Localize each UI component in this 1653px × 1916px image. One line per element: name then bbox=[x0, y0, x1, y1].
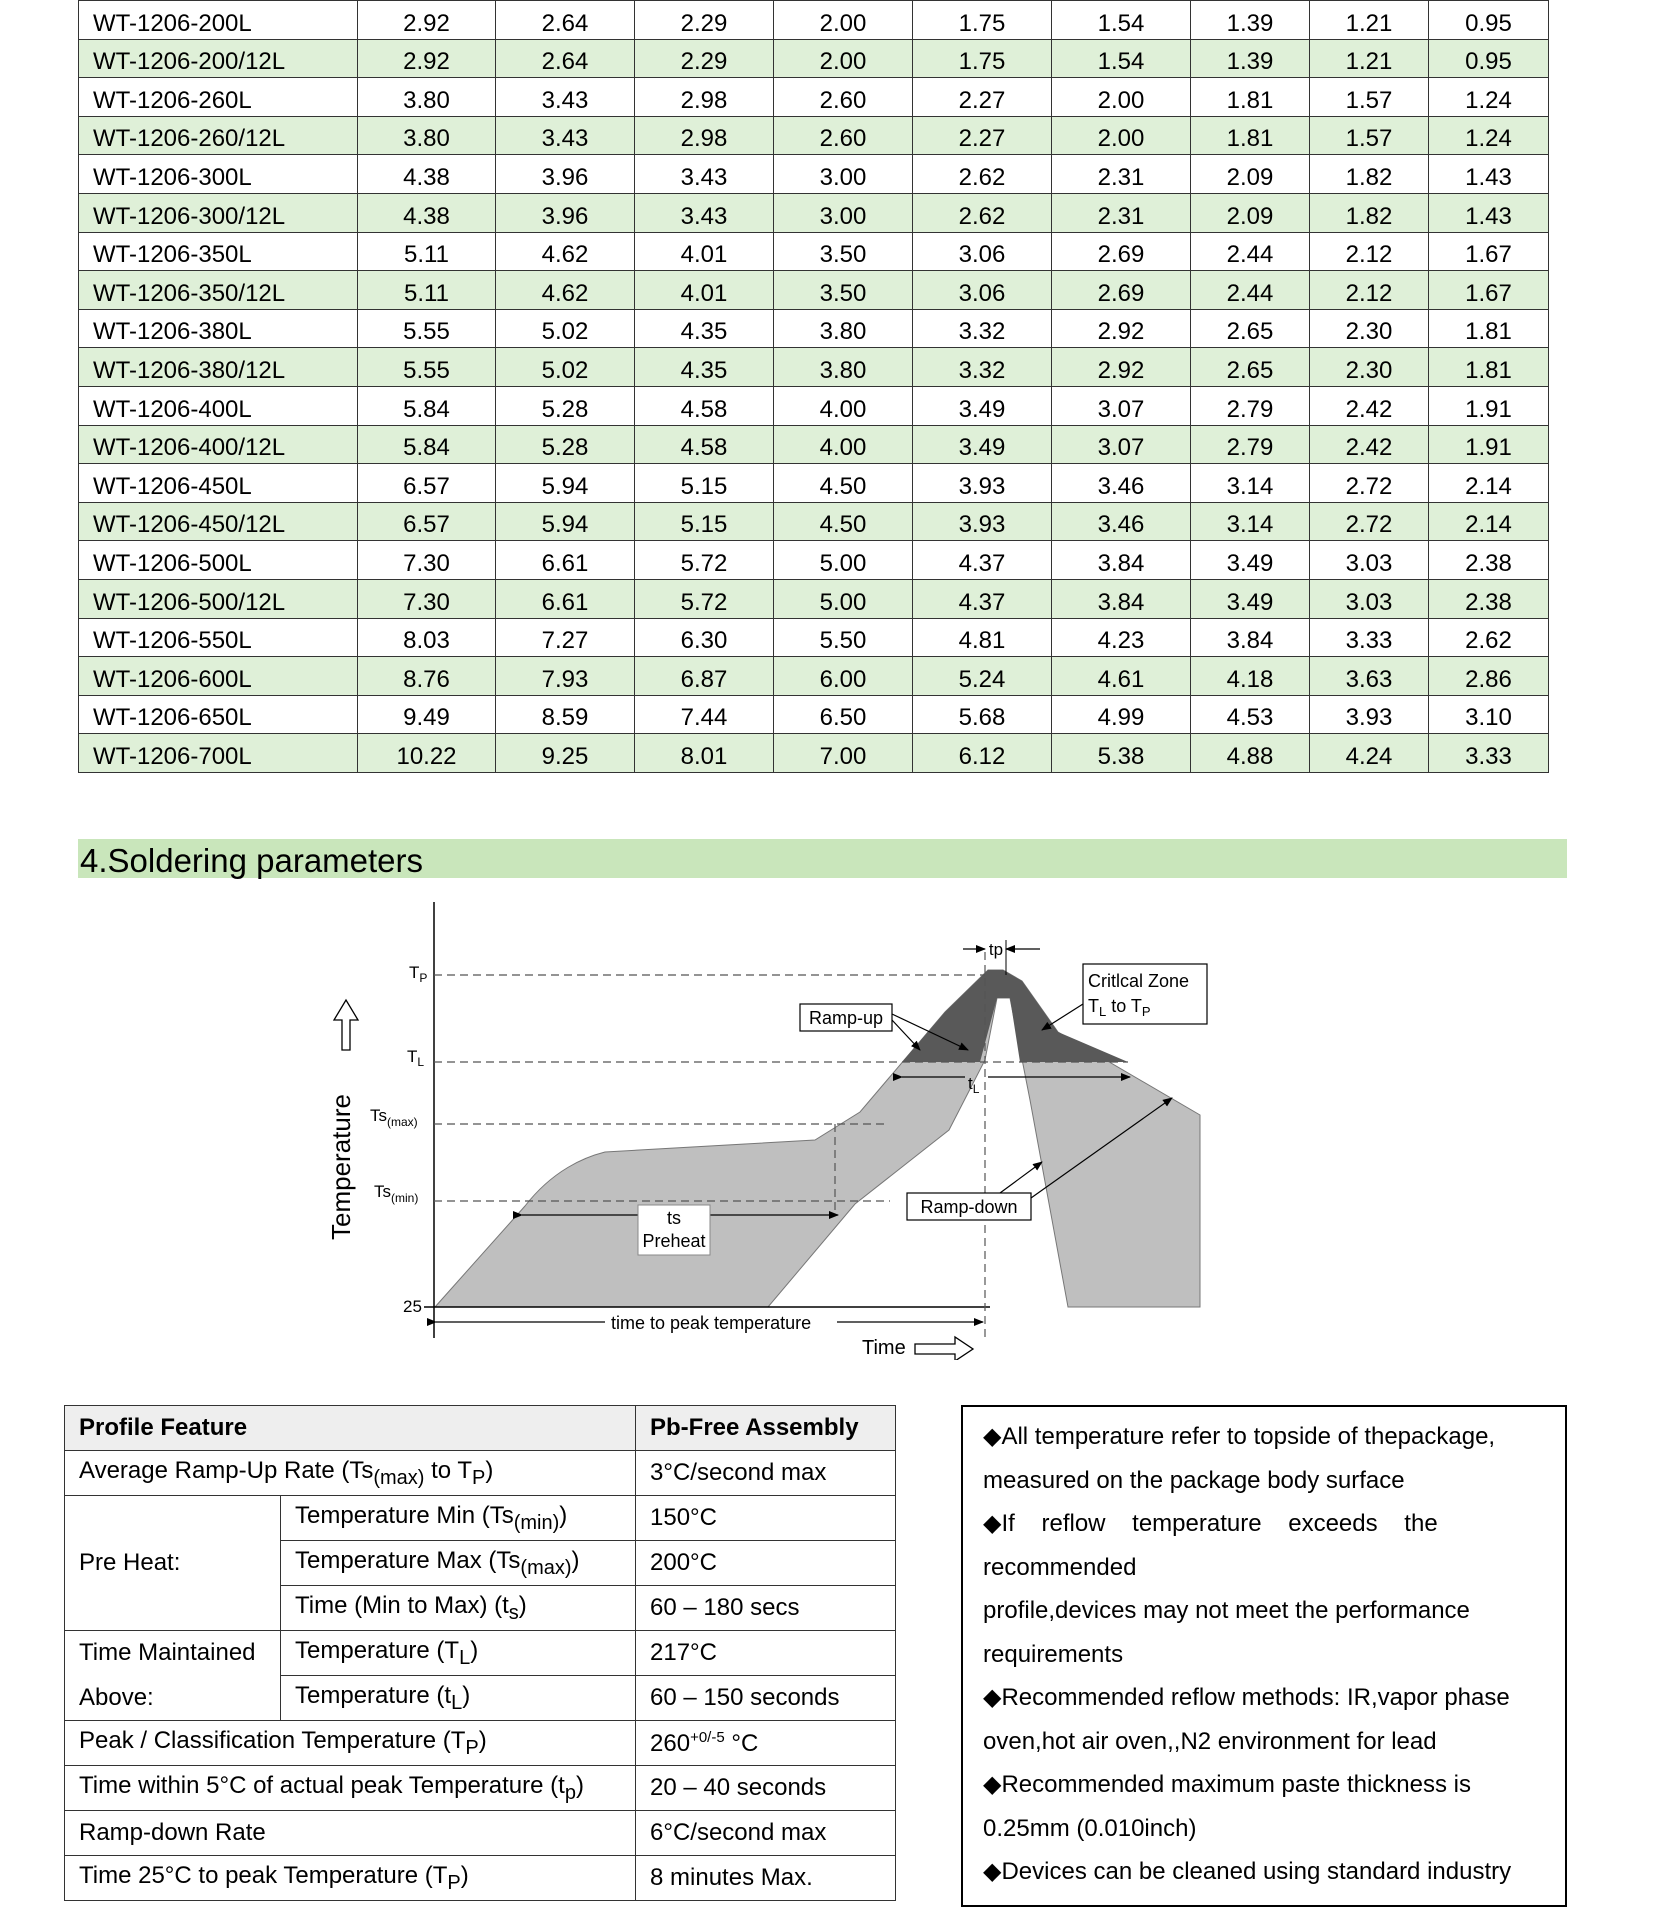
value-cell: 1.43 bbox=[1429, 193, 1549, 232]
bullet-icon: ◆ bbox=[983, 1684, 1002, 1711]
ramp-up-rate-value: 3°C/second max bbox=[636, 1451, 896, 1496]
value-cell: 2.62 bbox=[1429, 618, 1549, 657]
value-cell: 4.01 bbox=[635, 271, 774, 310]
value-cell: 1.21 bbox=[1310, 1, 1429, 40]
model-cell: WT-1206-450L bbox=[79, 464, 358, 503]
value-cell: 5.55 bbox=[358, 348, 496, 387]
table-row bbox=[65, 1856, 896, 1901]
value-cell: 3.49 bbox=[1191, 579, 1310, 618]
value-cell: 3.49 bbox=[1191, 541, 1310, 580]
value-cell: 5.84 bbox=[358, 386, 496, 425]
value-cell: 3.84 bbox=[1052, 541, 1191, 580]
model-cell: WT-1206-350/12L bbox=[79, 271, 358, 310]
note-line: profile,devices may not meet the performance bbox=[983, 1597, 1470, 1624]
value-cell: 4.58 bbox=[635, 425, 774, 464]
value-cell: 4.00 bbox=[774, 386, 913, 425]
value-cell: 2.30 bbox=[1310, 348, 1429, 387]
note-line: measured on the package body surface bbox=[983, 1466, 1405, 1494]
value-cell: 5.11 bbox=[358, 271, 496, 310]
note-line: ◆Devices can be cleaned using standard industry bbox=[983, 1858, 1512, 1885]
value-cell: 3.14 bbox=[1191, 502, 1310, 541]
value-cell: 2.92 bbox=[1052, 309, 1191, 348]
table-row bbox=[79, 695, 1549, 734]
value-cell: 3.84 bbox=[1191, 618, 1310, 657]
value-cell: 1.43 bbox=[1429, 155, 1549, 194]
table-row bbox=[79, 78, 1549, 117]
temp-tl-value: 217°C bbox=[636, 1631, 896, 1676]
value-cell: 2.30 bbox=[1310, 309, 1429, 348]
value-cell: 3.00 bbox=[774, 155, 913, 194]
value-cell: 8.76 bbox=[358, 657, 496, 696]
table-row bbox=[79, 541, 1549, 580]
bullet-icon: ◆ bbox=[983, 1771, 1002, 1798]
temp-tl-label: Temperature $(T_L)$ bbox=[281, 1631, 636, 1676]
note-line: ◆All temperature refer to topside of thepackage, bbox=[983, 1423, 1496, 1450]
value-cell: 2.12 bbox=[1310, 271, 1429, 310]
table-row bbox=[79, 116, 1549, 155]
value-cell: 1.91 bbox=[1429, 425, 1549, 464]
value-cell: 5.72 bbox=[635, 541, 774, 580]
value-cell: 2.44 bbox=[1191, 232, 1310, 271]
table-row bbox=[65, 1676, 896, 1721]
value-cell: 2.92 bbox=[358, 39, 496, 78]
ramp-up-pointer-1 bbox=[892, 1020, 920, 1050]
value-cell: 3.80 bbox=[358, 116, 496, 155]
value-cell: 4.37 bbox=[913, 541, 1052, 580]
table-row bbox=[65, 1496, 896, 1541]
value-cell: 4.50 bbox=[774, 502, 913, 541]
value-cell: 7.44 bbox=[635, 695, 774, 734]
temp-max-value: 200°C bbox=[636, 1541, 896, 1586]
value-cell: 6.87 bbox=[635, 657, 774, 696]
value-cell: 4.01 bbox=[635, 232, 774, 271]
tp-level-label: $T_P$ bbox=[409, 963, 428, 985]
time-min-max-label: Time (Min to Max) $(t_s)$ bbox=[281, 1586, 636, 1631]
preheat-group-label: Pre Heat: bbox=[65, 1496, 281, 1631]
value-cell: 2.69 bbox=[1052, 232, 1191, 271]
value-cell: 1.81 bbox=[1429, 309, 1549, 348]
value-cell: 4.58 bbox=[635, 386, 774, 425]
peak-temp-value: $260^{+0/-5}$ °C bbox=[636, 1721, 896, 1766]
value-cell: 3.07 bbox=[1052, 386, 1191, 425]
value-cell: 2.62 bbox=[913, 155, 1052, 194]
bullet-icon: ◆ bbox=[983, 1510, 1002, 1537]
reflow-profile-diagram bbox=[0, 880, 1653, 1360]
critical-zone-range: $T_L$ to $T_P$ bbox=[1088, 996, 1151, 1019]
value-cell: 2.38 bbox=[1429, 541, 1549, 580]
value-cell: 5.02 bbox=[496, 348, 635, 387]
value-cell: 2.64 bbox=[496, 1, 635, 40]
value-cell: 1.75 bbox=[913, 39, 1052, 78]
value-cell: 2.72 bbox=[1310, 502, 1429, 541]
value-cell: 2.29 bbox=[635, 1, 774, 40]
value-cell: 2.27 bbox=[913, 116, 1052, 155]
table-row bbox=[79, 309, 1549, 348]
ramp-up-label: Ramp-up bbox=[808, 1008, 884, 1028]
model-cell: WT-1206-500/12L bbox=[79, 579, 358, 618]
value-cell: 6.30 bbox=[635, 618, 774, 657]
value-cell: 3.06 bbox=[913, 232, 1052, 271]
value-cell: 5.38 bbox=[1052, 734, 1191, 773]
value-cell: 3.10 bbox=[1429, 695, 1549, 734]
x-axis-title: Time bbox=[862, 1337, 906, 1359]
model-cell: WT-1206-450/12L bbox=[79, 502, 358, 541]
time-25c-value: 8 minutes Max. bbox=[636, 1856, 896, 1901]
note-line: ◆If reflow temperature exceeds the bbox=[983, 1510, 1438, 1537]
tsmax-level-label: $Ts_{(max)}$ bbox=[370, 1106, 418, 1129]
value-cell: 2.65 bbox=[1191, 309, 1310, 348]
ramp-down-rate-label: Ramp-down Rate bbox=[65, 1811, 636, 1856]
value-cell: 2.98 bbox=[635, 78, 774, 117]
value-cell: 1.81 bbox=[1191, 78, 1310, 117]
value-cell: 4.99 bbox=[1052, 695, 1191, 734]
value-cell: 6.00 bbox=[774, 657, 913, 696]
value-cell: 3.43 bbox=[635, 155, 774, 194]
critical-zone-title: Critlcal Zone bbox=[1088, 971, 1190, 991]
within-5c-label: Time within 5°C of actual peak Temperature $(t_p)$ bbox=[65, 1766, 636, 1811]
note-line: 0.25mm (0.010inch) bbox=[983, 1814, 1197, 1842]
peak-temp-label: Peak / Classification Temperature $(T_P)$ bbox=[65, 1721, 636, 1766]
temp-min-label: Temperature Min $(Ts_{(min)})$ bbox=[281, 1496, 636, 1541]
profile-header-row bbox=[65, 1406, 896, 1451]
table-row bbox=[79, 425, 1549, 464]
value-cell: 3.96 bbox=[496, 193, 635, 232]
value-cell: 1.54 bbox=[1052, 39, 1191, 78]
bullet-icon: ◆ bbox=[983, 1423, 1002, 1450]
value-cell: 5.84 bbox=[358, 425, 496, 464]
pb-free-header: Pb-Free Assembly bbox=[636, 1406, 896, 1451]
value-cell: 3.93 bbox=[913, 464, 1052, 503]
table-row bbox=[79, 1, 1549, 40]
value-cell: 1.39 bbox=[1191, 39, 1310, 78]
model-cell: WT-1206-700L bbox=[79, 734, 358, 773]
temp-max-label: Temperature Max $(Ts_{(max)})$ bbox=[281, 1541, 636, 1586]
value-cell: 5.15 bbox=[635, 464, 774, 503]
value-cell: 5.28 bbox=[496, 425, 635, 464]
ramp-down-label: Ramp-down bbox=[920, 1197, 1018, 1217]
profile-feature-header: Profile Feature bbox=[65, 1406, 636, 1451]
model-cell: WT-1206-500L bbox=[79, 541, 358, 580]
temp-tl-time-label: Temperature $(t_L)$ bbox=[281, 1676, 636, 1721]
value-cell: 8.03 bbox=[358, 618, 496, 657]
value-cell: 2.42 bbox=[1310, 425, 1429, 464]
value-cell: 4.37 bbox=[913, 579, 1052, 618]
level-labels bbox=[370, 963, 427, 1316]
value-cell: 4.81 bbox=[913, 618, 1052, 657]
value-cell: 2.86 bbox=[1429, 657, 1549, 696]
value-cell: 5.68 bbox=[913, 695, 1052, 734]
value-cell: 9.49 bbox=[358, 695, 496, 734]
model-cell: WT-1206-300/12L bbox=[79, 193, 358, 232]
model-cell: WT-1206-300L bbox=[79, 155, 358, 194]
model-cell: WT-1206-400/12L bbox=[79, 425, 358, 464]
model-cell: WT-1206-400L bbox=[79, 386, 358, 425]
value-cell: 1.67 bbox=[1429, 271, 1549, 310]
notes-box bbox=[961, 1405, 1567, 1907]
critical-zone-pointer bbox=[1042, 1004, 1083, 1030]
value-cell: 7.27 bbox=[496, 618, 635, 657]
value-cell: 2.64 bbox=[496, 39, 635, 78]
model-cell: WT-1206-260L bbox=[79, 78, 358, 117]
value-cell: 2.09 bbox=[1191, 155, 1310, 194]
value-cell: 3.80 bbox=[774, 348, 913, 387]
value-cell: 4.62 bbox=[496, 271, 635, 310]
value-cell: 5.00 bbox=[774, 541, 913, 580]
value-cell: 4.61 bbox=[1052, 657, 1191, 696]
section-title: 4.Soldering parameters bbox=[80, 842, 424, 879]
model-cell: WT-1206-200/12L bbox=[79, 39, 358, 78]
value-cell: 3.03 bbox=[1310, 541, 1429, 580]
table-row bbox=[79, 271, 1549, 310]
tl-level-label: $T_L$ bbox=[407, 1047, 425, 1069]
value-cell: 2.60 bbox=[774, 78, 913, 117]
value-cell: 5.94 bbox=[496, 464, 635, 503]
time-to-peak-label: time to peak temperature bbox=[611, 1313, 812, 1333]
value-cell: 1.24 bbox=[1429, 78, 1549, 117]
value-cell: 3.03 bbox=[1310, 579, 1429, 618]
note-line: requirements bbox=[983, 1640, 1124, 1668]
table-row bbox=[79, 39, 1549, 78]
value-cell: 7.30 bbox=[358, 541, 496, 580]
value-cell: 5.00 bbox=[774, 579, 913, 618]
value-cell: 3.43 bbox=[635, 193, 774, 232]
y-axis-arrow-icon bbox=[334, 1000, 358, 1050]
table-row bbox=[65, 1766, 896, 1811]
table-row bbox=[79, 734, 1549, 773]
value-cell: 2.79 bbox=[1191, 425, 1310, 464]
section-heading-bar bbox=[78, 839, 1567, 878]
value-cell: 1.24 bbox=[1429, 116, 1549, 155]
value-cell: 9.25 bbox=[496, 734, 635, 773]
value-cell: 6.61 bbox=[496, 579, 635, 618]
table-row bbox=[65, 1451, 896, 1496]
value-cell: 2.65 bbox=[1191, 348, 1310, 387]
value-cell: 10.22 bbox=[358, 734, 496, 773]
value-cell: 3.80 bbox=[774, 309, 913, 348]
value-cell: 8.59 bbox=[496, 695, 635, 734]
value-cell: 1.75 bbox=[913, 1, 1052, 40]
value-cell: 4.18 bbox=[1191, 657, 1310, 696]
value-cell: 7.93 bbox=[496, 657, 635, 696]
value-cell: 3.49 bbox=[913, 386, 1052, 425]
table-row bbox=[79, 464, 1549, 503]
value-cell: 1.91 bbox=[1429, 386, 1549, 425]
model-cell: WT-1206-260/12L bbox=[79, 116, 358, 155]
value-cell: 2.62 bbox=[913, 193, 1052, 232]
value-cell: 3.96 bbox=[496, 155, 635, 194]
temp-min-value: 150°C bbox=[636, 1496, 896, 1541]
value-cell: 1.57 bbox=[1310, 116, 1429, 155]
value-cell: 2.38 bbox=[1429, 579, 1549, 618]
table-row bbox=[79, 386, 1549, 425]
value-cell: 4.24 bbox=[1310, 734, 1429, 773]
value-cell: 3.32 bbox=[913, 309, 1052, 348]
value-cell: 6.61 bbox=[496, 541, 635, 580]
value-cell: 2.72 bbox=[1310, 464, 1429, 503]
value-cell: 3.00 bbox=[774, 193, 913, 232]
value-cell: 2.00 bbox=[1052, 78, 1191, 117]
value-cell: 2.00 bbox=[774, 1, 913, 40]
value-cell: 4.88 bbox=[1191, 734, 1310, 773]
value-cell: 3.07 bbox=[1052, 425, 1191, 464]
value-cell: 1.82 bbox=[1310, 193, 1429, 232]
bullet-icon: ◆ bbox=[983, 1858, 1002, 1885]
value-cell: 5.94 bbox=[496, 502, 635, 541]
value-cell: 1.54 bbox=[1052, 1, 1191, 40]
value-cell: 2.09 bbox=[1191, 193, 1310, 232]
ramp-down-rate-value: 6°C/second max bbox=[636, 1811, 896, 1856]
value-cell: 6.57 bbox=[358, 464, 496, 503]
table-row bbox=[65, 1631, 896, 1676]
value-cell: 4.38 bbox=[358, 193, 496, 232]
ramp-up-rate-label: Average Ramp-Up Rate ($Ts_{(max)}$ to $T_P$) bbox=[65, 1451, 636, 1496]
value-cell: 3.46 bbox=[1052, 502, 1191, 541]
table-row bbox=[79, 193, 1549, 232]
value-cell: 8.01 bbox=[635, 734, 774, 773]
value-cell: 2.29 bbox=[635, 39, 774, 78]
table-row bbox=[79, 579, 1549, 618]
value-cell: 3.50 bbox=[774, 232, 913, 271]
value-cell: 7.30 bbox=[358, 579, 496, 618]
table-row bbox=[79, 502, 1549, 541]
value-cell: 3.50 bbox=[774, 271, 913, 310]
value-cell: 4.00 bbox=[774, 425, 913, 464]
value-cell: 4.38 bbox=[358, 155, 496, 194]
value-cell: 1.67 bbox=[1429, 232, 1549, 271]
value-cell: 1.82 bbox=[1310, 155, 1429, 194]
value-cell: 3.93 bbox=[1310, 695, 1429, 734]
value-cell: 3.14 bbox=[1191, 464, 1310, 503]
model-cell: WT-1206-650L bbox=[79, 695, 358, 734]
value-cell: 2.31 bbox=[1052, 155, 1191, 194]
within-5c-value: 20 – 40 seconds bbox=[636, 1766, 896, 1811]
value-cell: 5.72 bbox=[635, 579, 774, 618]
value-cell: 2.98 bbox=[635, 116, 774, 155]
value-cell: 5.02 bbox=[496, 309, 635, 348]
ambient-level-label: 25 bbox=[403, 1297, 422, 1316]
value-cell: 1.21 bbox=[1310, 39, 1429, 78]
profile-table bbox=[64, 1405, 896, 1901]
rating-table-body bbox=[79, 1, 1549, 773]
value-cell: 0.95 bbox=[1429, 1, 1549, 40]
value-cell: 2.14 bbox=[1429, 502, 1549, 541]
value-cell: 4.35 bbox=[635, 309, 774, 348]
value-cell: 3.33 bbox=[1310, 618, 1429, 657]
value-cell: 3.49 bbox=[913, 425, 1052, 464]
value-cell: 1.39 bbox=[1191, 1, 1310, 40]
temp-tl-time-value: 60 – 150 seconds bbox=[636, 1676, 896, 1721]
value-cell: 5.50 bbox=[774, 618, 913, 657]
value-cell: 6.57 bbox=[358, 502, 496, 541]
value-cell: 2.69 bbox=[1052, 271, 1191, 310]
value-cell: 1.81 bbox=[1429, 348, 1549, 387]
note-line: recommended bbox=[983, 1553, 1137, 1581]
value-cell: 4.50 bbox=[774, 464, 913, 503]
time-min-max-value: 60 – 180 secs bbox=[636, 1586, 896, 1631]
value-cell: 2.42 bbox=[1310, 386, 1429, 425]
value-cell: 3.32 bbox=[913, 348, 1052, 387]
preheat-label: Preheat bbox=[642, 1231, 706, 1251]
value-cell: 3.33 bbox=[1429, 734, 1549, 773]
table-row bbox=[79, 232, 1549, 271]
value-cell: 5.55 bbox=[358, 309, 496, 348]
value-cell: 6.12 bbox=[913, 734, 1052, 773]
table-row bbox=[79, 657, 1549, 696]
note-line: ◆Recommended reflow methods: IR,vapor phase bbox=[983, 1684, 1510, 1711]
value-cell: 3.80 bbox=[358, 78, 496, 117]
value-cell: 1.57 bbox=[1310, 78, 1429, 117]
table-row bbox=[65, 1811, 896, 1856]
time-25c-label: Time 25°C to peak Temperature $(T_P)$ bbox=[65, 1856, 636, 1901]
value-cell: 4.23 bbox=[1052, 618, 1191, 657]
value-cell: 2.79 bbox=[1191, 386, 1310, 425]
model-cell: WT-1206-350L bbox=[79, 232, 358, 271]
value-cell: 5.11 bbox=[358, 232, 496, 271]
tsmin-level-label: $Ts_{(min)}$ bbox=[374, 1182, 419, 1205]
value-cell: 2.14 bbox=[1429, 464, 1549, 503]
model-cell: WT-1206-200L bbox=[79, 1, 358, 40]
table-row bbox=[65, 1721, 896, 1766]
value-cell: 5.24 bbox=[913, 657, 1052, 696]
rating-table bbox=[78, 0, 1549, 773]
value-cell: 2.00 bbox=[1052, 116, 1191, 155]
value-cell: 2.92 bbox=[358, 1, 496, 40]
table-row bbox=[79, 348, 1549, 387]
value-cell: 2.00 bbox=[774, 39, 913, 78]
note-line: oven,hot air oven,,N2 environment for lead bbox=[983, 1727, 1437, 1755]
value-cell: 4.35 bbox=[635, 348, 774, 387]
model-cell: WT-1206-550L bbox=[79, 618, 358, 657]
value-cell: 3.93 bbox=[913, 502, 1052, 541]
value-cell: 4.62 bbox=[496, 232, 635, 271]
value-cell: 2.12 bbox=[1310, 232, 1429, 271]
x-axis-arrow-icon bbox=[915, 1337, 973, 1360]
value-cell: 2.44 bbox=[1191, 271, 1310, 310]
value-cell: 2.27 bbox=[913, 78, 1052, 117]
maintained-group-label-2: Above: bbox=[65, 1676, 281, 1721]
value-cell: 5.15 bbox=[635, 502, 774, 541]
model-cell: WT-1206-380/12L bbox=[79, 348, 358, 387]
model-cell: WT-1206-380L bbox=[79, 309, 358, 348]
value-cell: 3.43 bbox=[496, 78, 635, 117]
value-cell: 3.46 bbox=[1052, 464, 1191, 503]
table-row bbox=[79, 618, 1549, 657]
note-line: ◆Recommended maximum paste thickness is bbox=[983, 1771, 1471, 1798]
table-row bbox=[79, 155, 1549, 194]
value-cell: 0.95 bbox=[1429, 39, 1549, 78]
ts-label: ts bbox=[666, 1208, 682, 1228]
value-cell: 2.60 bbox=[774, 116, 913, 155]
value-cell: 3.84 bbox=[1052, 579, 1191, 618]
value-cell: 3.43 bbox=[496, 116, 635, 155]
value-cell: 2.92 bbox=[1052, 348, 1191, 387]
model-cell: WT-1206-600L bbox=[79, 657, 358, 696]
value-cell: 6.50 bbox=[774, 695, 913, 734]
value-cell: 7.00 bbox=[774, 734, 913, 773]
value-cell: 4.53 bbox=[1191, 695, 1310, 734]
value-cell: 5.28 bbox=[496, 386, 635, 425]
tl-short-label: $t_L$ bbox=[968, 1074, 980, 1096]
ramp-down-pointer-1 bbox=[1000, 1162, 1042, 1193]
value-cell: 3.63 bbox=[1310, 657, 1429, 696]
y-axis-title: Temperature bbox=[326, 1094, 356, 1240]
maintained-group-label-1: Time Maintained bbox=[65, 1631, 281, 1676]
value-cell: 3.06 bbox=[913, 271, 1052, 310]
value-cell: 2.31 bbox=[1052, 193, 1191, 232]
tp-short-label: tp bbox=[988, 940, 1004, 959]
value-cell: 1.81 bbox=[1191, 116, 1310, 155]
